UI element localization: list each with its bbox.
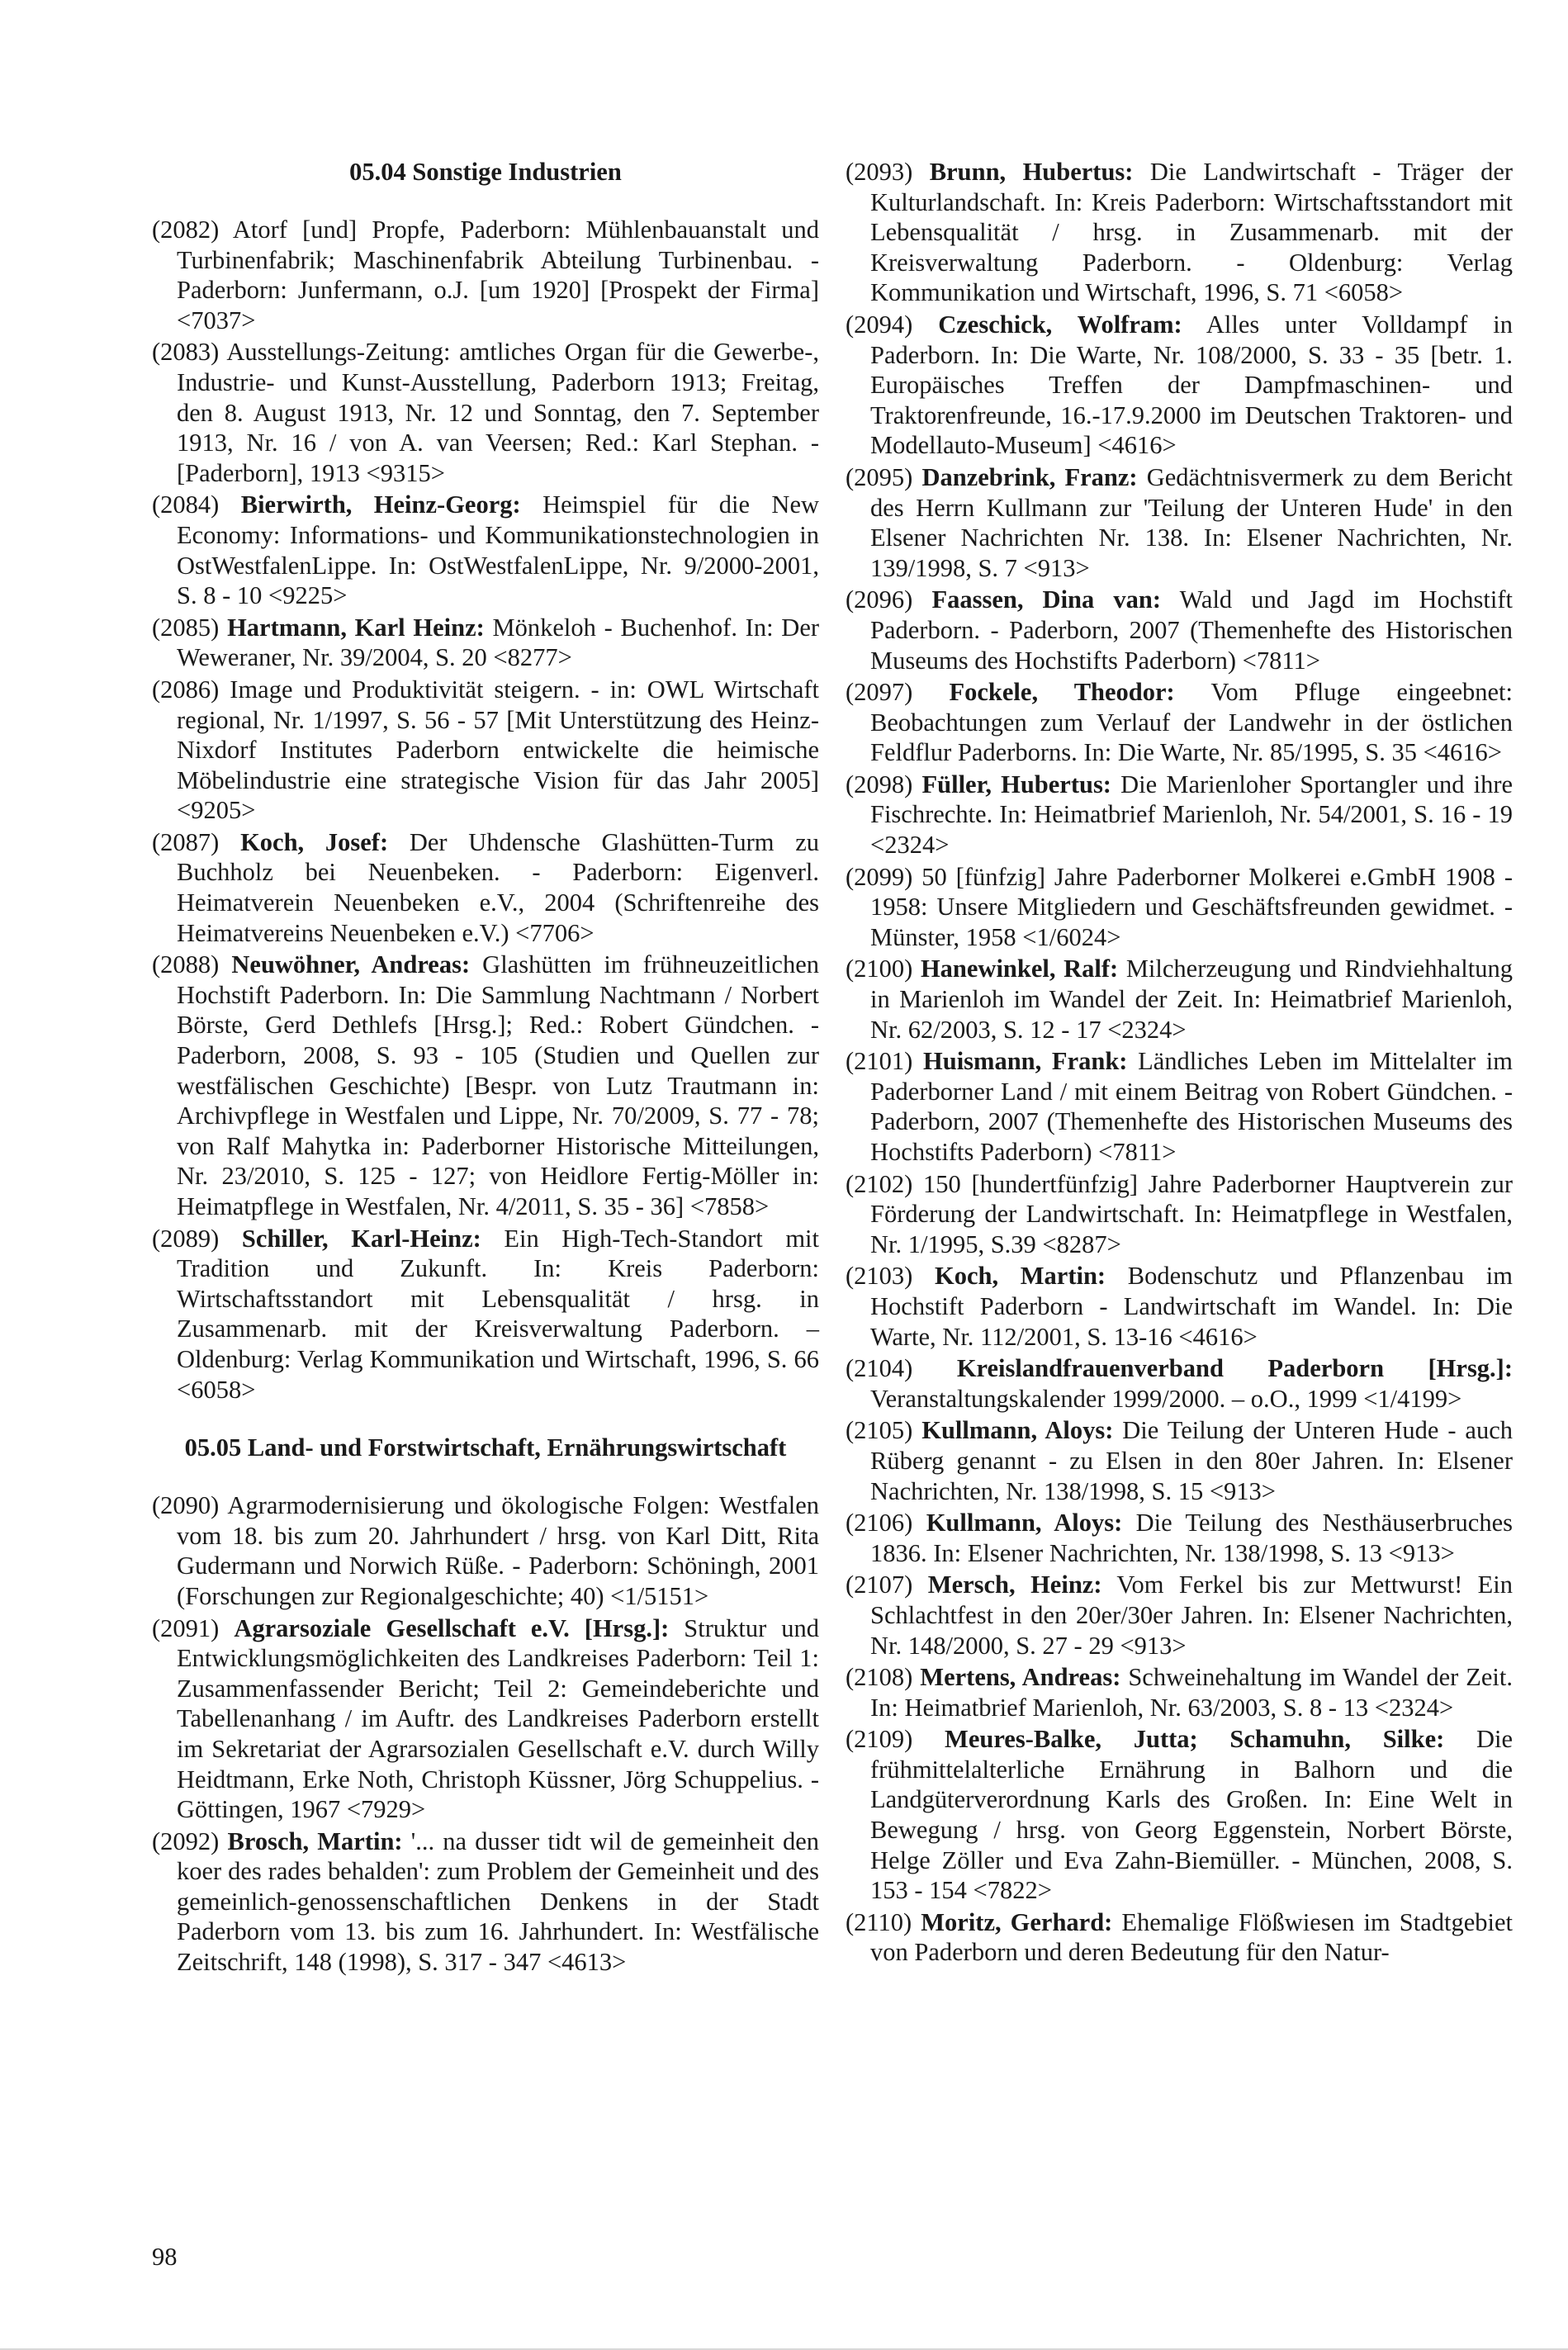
entry-author: Hanewinkel, Ralf:	[920, 955, 1119, 983]
bibliography-entry	[152, 490, 819, 610]
bibliography-entry	[846, 1353, 1513, 1414]
bibliography-entry	[152, 1224, 819, 1405]
entry-number: (2101)	[846, 1047, 913, 1076]
entry-list-0505	[152, 1490, 819, 1978]
left-column	[152, 157, 819, 1979]
entry-text: Glashütten im frühneuzeitlichen Hochstift Paderborn. In: Die Sammlung Nachtmann / Norbert Börste, Gerd Dethlefs [Hrsg.]; Red.: Robert Gündchen. - Paderborn, 2008, S. 93 - 105 (Studien und Quellen zur westfälischen Geschichte) [Bespr. von Lutz Trautmann in: Archivpflege in Westfalen und Lippe, Nr. 70/2009, S. 77 - 78; von Ralf Mahytka in: Paderborner Historische Mitteilungen, Nr. 23/2010, S. 125 - 127; von Heidlore Fertig-Möller in: Heimatpflege in Westfalen, Nr. 4/2011, S. 35 - 36] <7858>	[177, 950, 819, 1220]
entry-text: Ländliches Leben im Mittelalter im Paderborner Land / mit einem Beitrag von Robert Gündchen. - Paderborn, 2007 (Themenhefte des Historischen Museums des Hochstifts Paderborn) <7811>	[870, 1047, 1513, 1166]
entry-text: Wald und Jagd im Hochstift Paderborn. - Paderborn, 2007 (Themenhefte des Historischen Museums des Hochstifts Paderborn) <7811>	[870, 585, 1514, 675]
bibliography-entry	[152, 950, 819, 1221]
bibliography-entry	[846, 1415, 1513, 1506]
entry-text: Die Landwirtschaft - Träger der Kulturlandschaft. In: Kreis Paderborn: Wirtschaftsstandort mit Lebensqualität / hrsg. in Zusammenarb. mit der Kreisverwaltung Paderborn. - Oldenburg: Verlag Kommunikation und Wirtschaft, 1996, S. 71 <6058>	[870, 158, 1514, 307]
entry-text: Mönkeloh - Buchenhof. In: Der Weweraner, Nr. 39/2004, S. 20 <8277>	[177, 613, 820, 672]
entry-number: (2102)	[846, 1169, 913, 1198]
entry-text: Heimspiel für die New Economy: Informations- und Kommunikationstechnologien in OstWestfalenLippe. In: OstWestfalenLippe, Nr. 9/2000-2001, S. 8 - 10 <9225>	[177, 490, 820, 610]
entry-number: (2093)	[846, 158, 913, 186]
entry-author: Czeschick, Wolfram:	[938, 310, 1182, 339]
bibliography-entry	[846, 862, 1513, 953]
entry-number: (2103)	[846, 1262, 913, 1291]
entry-number: (2087)	[152, 827, 220, 856]
entry-number: (2098)	[846, 770, 913, 798]
entry-number: (2104)	[846, 1354, 913, 1383]
bibliography-entry	[152, 827, 819, 948]
entry-number: (2082)	[152, 216, 220, 244]
entry-number: (2097)	[846, 678, 913, 707]
entry-text: Agrarmodernisierung und ökologische Folgen: Westfalen vom 18. bis zum 20. Jahrhundert / hrsg. von Karl Ditt, Rita Gudermann und Norwich Rüße. - Paderborn: Schöningh, 2001 (Forschungen zur Regionalgeschichte; 40) <1/5151>	[177, 1491, 819, 1610]
entry-text: Atorf [und] Propfe, Paderborn: Mühlenbauanstalt und Turbinenfabrik; Maschinenfabrik Abteilung Turbinenbau. - Paderborn: Junfermann, o.J. [um 1920] [Prospekt der Firma] <7037>	[177, 216, 819, 334]
entry-text: '... na dusser tidt wil de gemeinheit den koer des rades behalden': zum Problem der Gemeinheit und des gemeinlich-genossenschaftlichen Denkens in der Stadt Paderborn vom 13. bis zum 16. Jahrhundert. In: Westfälische Zeitschrift, 148 (1998), S. 317 - 347 <4613>	[177, 1826, 819, 1977]
bibliography-entry	[846, 1662, 1513, 1722]
bibliography-entry	[846, 1570, 1513, 1661]
bibliography-entry	[846, 1907, 1513, 1968]
bibliography-entry	[846, 585, 1513, 675]
entry-number: (2088)	[152, 950, 220, 979]
bibliography-entry	[152, 613, 819, 673]
entry-number: (2100)	[846, 955, 913, 983]
entry-number: (2092)	[152, 1826, 220, 1855]
entry-text: Image und Produktivität steigern. - in: OWL Wirtschaft regional, Nr. 1/1997, S. 56 - 57 [Mit Unterstützung des Heinz-Nixdorf Institutes Paderborn entwickelte die heimische Möbelindustrie eine strategische Vision für das Jahr 2005] <9205>	[177, 675, 819, 825]
entry-text: Ehemalige Flößwiesen im Stadtgebiet von Paderborn und deren Bedeutung für den Natur-	[870, 1907, 1514, 1967]
bibliography-entry	[846, 157, 1513, 308]
page-number: 98	[152, 2243, 178, 2271]
entry-text: Schweinehaltung im Wandel der Zeit. In: Heimatbrief Marienloh, Nr. 63/2003, S. 8 - 13 <2324>	[870, 1663, 1513, 1722]
bibliography-entry	[152, 1613, 819, 1825]
entry-text: 150 [hundertfünfzig] Jahre Paderborner Hauptverein zur Förderung der Landwirtschaft. In: Heimatpflege in Westfalen, Nr. 1/1995, S.39 <8287>	[870, 1169, 1514, 1258]
bibliography-entry	[152, 215, 819, 335]
entry-number: (2085)	[152, 613, 220, 642]
bibliography-entry	[846, 1724, 1513, 1906]
bibliography-entry	[846, 1169, 1513, 1260]
bibliography-entry	[152, 1490, 819, 1611]
entry-author: Koch, Josef:	[240, 827, 389, 856]
entry-text: Struktur und Entwicklungsmöglichkeiten des Landkreises Paderborn: Teil 1: Zusammenfassender Bericht; Teil 2: Gemeindeberichte und Tabellenanhang / im Auftr. des Landkreises Paderborn erstellt im Sekretariat der Agrarsozialen Gesellschaft e.V. durch Willy Heidtmann, Erke Noth, Christoph Küssner, Jörg Schuppelius. - Göttingen, 1967 <7929>	[177, 1613, 820, 1824]
entry-text: Bodenschutz und Pflanzenbau im Hochstift Paderborn - Landwirtschaft im Wandel. In: Die Warte, Nr. 112/2001, S. 13-16 <4616>	[870, 1262, 1513, 1351]
entry-author: Kreislandfrauenverband Paderborn [Hrsg.]:	[956, 1354, 1513, 1383]
entry-author: Füller, Hubertus:	[921, 770, 1111, 798]
entry-author: Schiller, Karl-Heinz:	[241, 1224, 481, 1253]
entry-author: Kullmann, Aloys:	[921, 1416, 1114, 1445]
entry-author: Bierwirth, Heinz-Georg:	[240, 490, 521, 519]
bibliography-entry	[846, 770, 1513, 860]
entry-author: Mersch, Heinz:	[927, 1571, 1102, 1599]
bibliography-entry	[846, 1508, 1513, 1568]
entry-text: Die Teilung der Unteren Hude - auch Rüberg genannt - zu Elsen in den 80er Jahren. In: Elsener Nachrichten, Nr. 138/1998, S. 15 <913>	[870, 1416, 1513, 1505]
section-heading-0504: 05.04 Sonstige Industrien	[349, 158, 622, 186]
entry-text: Gedächtnisvermerk zu dem Bericht des Herrn Kullmann zur 'Teilung der Unteren Hude' in den Elsener Nachrichten Nr. 138. In: Elsener Nachrichten, Nr. 139/1998, S. 7 <913>	[870, 462, 1514, 582]
right-column	[846, 157, 1513, 1969]
entry-author: Faassen, Dina van:	[931, 585, 1162, 614]
entry-number: (2105)	[846, 1416, 913, 1445]
entry-author: Mertens, Andreas:	[920, 1663, 1121, 1692]
entry-number: (2108)	[846, 1663, 913, 1692]
entry-text: Die Teilung des Nesthäuserbruches 1836. In: Elsener Nachrichten, Nr. 138/1998, S. 13 <913>	[870, 1509, 1513, 1567]
bibliography-entry	[846, 1046, 1513, 1167]
entry-author: Danzebrink, Franz:	[921, 462, 1138, 491]
bibliography-entry	[846, 462, 1513, 583]
entry-text: Die Marienloher Sportangler und ihre Fischrechte. In: Heimatbrief Marienloh, Nr. 54/2001, S. 16 - 19 <2324>	[870, 770, 1514, 860]
entry-number: (2086)	[152, 675, 220, 704]
entry-author: Brosch, Martin:	[227, 1826, 403, 1855]
entry-number: (2109)	[846, 1725, 913, 1754]
entry-number: (2110)	[846, 1907, 912, 1936]
entry-text: Vom Ferkel bis zur Mettwurst! Ein Schlachtfest in den 20er/30er Jahren. In: Elsener Nachrichten, Nr. 148/2000, S. 27 - 29 <913>	[870, 1571, 1514, 1660]
entry-number: (2106)	[846, 1509, 913, 1537]
bibliography-entry	[152, 675, 819, 826]
entry-text: Ein High-Tech-Standort mit Tradition und Zukunft. In: Kreis Paderborn: Wirtschaftsstandort mit Lebensqualität / hrsg. in Zusammenarb. mit der Kreisverwaltung Paderborn. – Oldenburg: Verlag Kommunikation und Wirtschaft, 1996, S. 66 <6058>	[177, 1224, 819, 1404]
entry-list-0505-continued	[846, 157, 1513, 1968]
entry-number: (2094)	[846, 310, 913, 339]
entry-number: (2083)	[152, 338, 220, 367]
entry-text: Die frühmittelalterliche Ernährung in Balhorn und die Landgüterverordnung Karls des Großen. In: Eine Welt in Bewegung / hrsg. von Georg Eggenstein, Norbert Börste, Helge Zöller und Eva Zahn-Biemüller. - München, 2008, S. 153 - 154 <7822>	[870, 1725, 1514, 1905]
bibliography-entry	[152, 1826, 819, 1978]
entry-number: (2095)	[846, 462, 913, 491]
bibliography-entry	[846, 954, 1513, 1045]
bibliography-entry	[846, 1261, 1513, 1352]
entry-author: Koch, Martin:	[935, 1262, 1106, 1291]
entry-author: Agrarsoziale Gesellschaft e.V. [Hrsg.]:	[234, 1613, 670, 1642]
entry-list-0504	[152, 215, 819, 1405]
entry-author: Moritz, Gerhard:	[921, 1907, 1113, 1936]
entry-text: Veranstaltungskalender 1999/2000. – o.O., 1999 <1/4199>	[870, 1384, 1462, 1413]
entry-text: Alles unter Volldampf in Paderborn. In: Die Warte, Nr. 108/2000, S. 33 - 35 [betr. 1. Europäisches Treffen der Dampfmaschinen- und Traktorenfreunde, 16.-17.9.2000 im Deutschen Traktoren- und Modellauto-Museum] <4616>	[870, 310, 1514, 460]
entry-number: (2090)	[152, 1491, 220, 1520]
bibliography-entry	[846, 310, 1513, 461]
entry-author: Huismann, Frank:	[923, 1047, 1128, 1076]
entry-text: Der Uhdensche Glashütten-Turm zu Buchholz bei Neuenbeken. - Paderborn: Eigenverl. Heimatverein Neuenbeken e.V., 2004 (Schriftenreihe des Heimatvereins Neuenbeken e.V.) <7706>	[177, 827, 820, 947]
entry-text: Ausstellungs-Zeitung: amtliches Organ für die Gewerbe-, Industrie- und Kunst-Ausstellung, Paderborn 1913; Freitag, den 8. August 1913, Nr. 12 und Sonntag, den 7. September 1913, Nr. 16 / von A. van Veersen; Red.: Karl Stephan. - [Paderborn], 1913 <9315>	[177, 338, 819, 487]
entry-number: (2089)	[152, 1224, 220, 1253]
entry-text: Milcherzeugung und Rindviehhaltung in Marienloh im Wandel der Zeit. In: Heimatbrief Marienloh, Nr. 62/2003, S. 12 - 17 <2324>	[870, 955, 1513, 1044]
entry-author: Hartmann, Karl Heinz:	[227, 613, 485, 642]
bibliography-entry	[152, 337, 819, 488]
section-heading-0505: 05.05 Land- und Forstwirtschaft, Ernährungswirtschaft	[184, 1433, 787, 1462]
entry-number: (2096)	[846, 585, 913, 614]
entry-text: 50 [fünfzig] Jahre Paderborner Molkerei e.GmbH 1908 - 1958: Unsere Mitgliedern und Geschäftsfreunden gewidmet. - Münster, 1958 <1/6024>	[870, 862, 1513, 951]
entry-author: Meures-Balke, Jutta; Schamuhn, Silke:	[945, 1725, 1445, 1754]
entry-author: Fockele, Theodor:	[949, 678, 1175, 707]
entry-number: (2107)	[846, 1571, 913, 1599]
entry-author: Kullmann, Aloys:	[926, 1509, 1123, 1537]
bibliography-entry	[846, 677, 1513, 768]
entry-author: Neuwöhner, Andreas:	[231, 950, 471, 979]
entry-number: (2099)	[846, 862, 913, 891]
entry-author: Brunn, Hubertus:	[929, 158, 1134, 186]
entry-number: (2084)	[152, 490, 220, 519]
entry-text: Vom Pfluge eingeebnet: Beobachtungen zum Verlauf der Landwehr in der östlichen Feldflur Paderborns. In: Die Warte, Nr. 85/1995, S. 35 <4616>	[870, 678, 1513, 767]
entry-number: (2091)	[152, 1613, 220, 1642]
